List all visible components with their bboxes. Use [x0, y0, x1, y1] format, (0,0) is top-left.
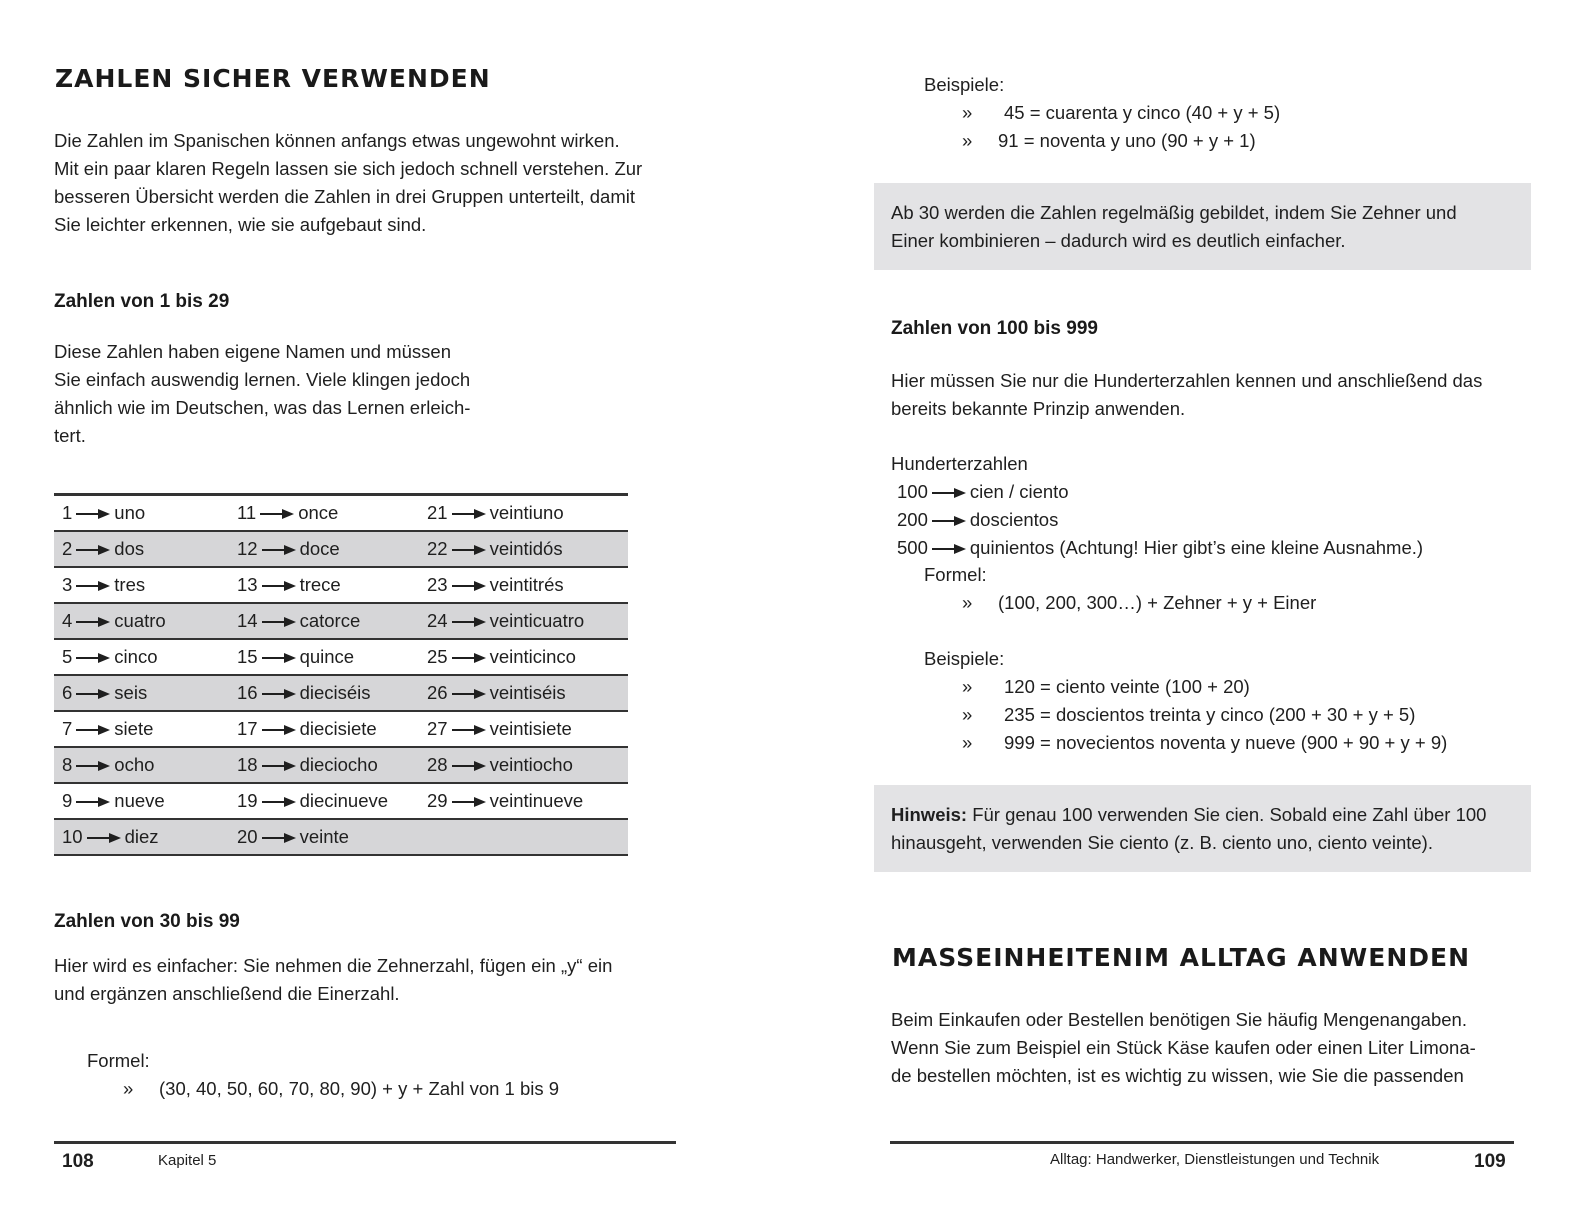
table-cell: [54, 675, 229, 711]
table-cell: [229, 711, 419, 747]
arrow-right-icon: [262, 652, 296, 664]
number-word: quince: [299, 645, 355, 667]
number-digit: 5: [62, 645, 73, 667]
number-word: diecisiete: [299, 717, 377, 739]
number-word: dos: [114, 537, 145, 559]
number-digit: 19: [237, 789, 258, 811]
arrow-right-icon: [76, 724, 110, 736]
table-cell: [229, 567, 419, 603]
table-cell: [229, 639, 419, 675]
number-word: trece: [299, 573, 341, 595]
number-word: veintiséis: [489, 681, 566, 703]
example-text: 45 = cuarenta y cinco (40 + y + 5): [1004, 102, 1281, 123]
table-cell: [54, 711, 229, 747]
number-word: cinco: [114, 645, 158, 667]
hundred-word: doscientos: [969, 509, 1059, 530]
table-cell: [419, 567, 628, 603]
table-cell: [54, 747, 229, 783]
formula-text: (30, 40, 50, 60, 70, 80, 90) + y + Zahl von 1 bis 9: [159, 1078, 560, 1099]
arrow-right-icon: [452, 544, 486, 556]
table-row: [54, 675, 628, 711]
example-item: [962, 701, 1415, 729]
number-word: once: [298, 501, 339, 523]
formula-label: Formel:: [924, 564, 987, 585]
right-page: [792, 0, 1584, 1224]
formula-item: [123, 1075, 559, 1103]
number-word: cuatro: [114, 609, 166, 631]
examples-label: Beispiele:: [924, 74, 1005, 95]
info-line: Einer kombinieren – dadurch wird es deutlich einfacher.: [891, 230, 1346, 251]
paragraph-line: tert.: [54, 425, 86, 446]
list-item: [897, 534, 1423, 562]
hundreds-list: [897, 478, 1423, 562]
number-digit: 7: [62, 717, 73, 739]
table-cell: [419, 819, 628, 855]
number-word: veintisiete: [489, 717, 572, 739]
arrow-right-icon: [76, 616, 110, 628]
number-digit: 24: [427, 609, 448, 631]
hint-line: [891, 801, 1515, 829]
arrow-right-icon: [262, 688, 296, 700]
example-text: 999 = novecientos noventa y nueve (900 + 90 + y + 9): [1004, 732, 1448, 753]
number-word: veintinueve: [489, 789, 584, 811]
arrow-right-icon: [260, 508, 294, 520]
number-digit: 9: [62, 789, 73, 811]
paragraph-line: und ergänzen anschließend die Einerzahl.: [54, 983, 400, 1004]
table-cell: [419, 783, 628, 819]
hundred-digit: 500: [897, 537, 928, 558]
paragraph-line: Diese Zahlen haben eigene Namen und müssen: [54, 341, 451, 362]
page-number-left: 108: [62, 1151, 94, 1172]
number-digit: 27: [427, 717, 448, 739]
arrow-right-icon: [76, 508, 110, 520]
intro-line: besseren Übersicht werden die Zahlen in drei Gruppen unterteilt, damit: [54, 186, 636, 207]
table-cell: [229, 495, 419, 531]
chapter-label: Kapitel 5: [158, 1152, 217, 1169]
footer-rule: [890, 1141, 1514, 1144]
arrow-right-icon: [452, 652, 486, 664]
section-1-29-paragraph: [54, 338, 502, 450]
table-cell: [419, 675, 628, 711]
info-box: [874, 183, 1531, 270]
info-line: Ab 30 werden die Zahlen regelmäßig gebildet, indem Sie Zehner und: [891, 202, 1457, 223]
number-digit: 10: [62, 825, 83, 847]
table-cell: [419, 639, 628, 675]
intro-line: Sie leichter erkennen, wie sie aufgebaut sind.: [54, 214, 427, 235]
outro-paragraph: [891, 1006, 1515, 1090]
example-item: [962, 673, 1250, 701]
number-digit: 23: [427, 573, 448, 595]
arrow-right-icon: [87, 832, 121, 844]
number-digit: 4: [62, 609, 73, 631]
arrow-right-icon: [932, 487, 966, 499]
arrow-right-icon: [262, 580, 296, 592]
table-row: [54, 783, 628, 819]
formula-item: [962, 589, 1316, 617]
arrow-right-icon: [262, 724, 296, 736]
arrow-right-icon: [932, 515, 966, 527]
arrow-right-icon: [76, 760, 110, 772]
running-head: Alltag: Handwerker, Dienstleistungen und Technik: [1050, 1151, 1380, 1168]
number-word: doce: [299, 537, 340, 559]
number-digit: 2: [62, 537, 73, 559]
number-digit: 28: [427, 753, 448, 775]
arrow-right-icon: [76, 544, 110, 556]
section-heading-1-29: Zahlen von 1 bis 29: [54, 291, 230, 312]
example-text: 91 = noventa y uno (90 + y + 1): [998, 130, 1256, 151]
number-word: catorce: [299, 609, 361, 631]
number-digit: 29: [427, 789, 448, 811]
page-title-units: MASSEINHEITENIM ALLTAG ANWENDEN: [892, 943, 1471, 972]
hundred-word: cien / ciento: [969, 481, 1069, 502]
paragraph-line: ähnlich wie im Deutschen, was das Lernen erleich-: [54, 397, 471, 418]
arrow-right-icon: [76, 652, 110, 664]
example-text: 235 = doscientos treinta y cinco (200 + 30 + y + 5): [1004, 704, 1416, 725]
bullet: »: [962, 732, 973, 753]
arrow-right-icon: [76, 796, 110, 808]
formula-text: (100, 200, 300…) + Zehner + y + Einer: [998, 592, 1317, 613]
table-row: [54, 819, 628, 855]
table-cell: [419, 495, 628, 531]
number-digit: 25: [427, 645, 448, 667]
paragraph-line: Hier müssen Sie nur die Hunderterzahlen kennen und anschließend das: [891, 370, 1483, 391]
number-word: dieciséis: [299, 681, 371, 703]
intro-line: Mit ein paar klaren Regeln lassen sie sich jedoch schnell verstehen. Zur: [54, 158, 643, 179]
arrow-right-icon: [452, 616, 486, 628]
number-word: veinte: [299, 825, 349, 847]
table-row: [54, 603, 628, 639]
table-cell: [229, 603, 419, 639]
number-digit: 6: [62, 681, 73, 703]
number-digit: 21: [427, 501, 448, 523]
arrow-right-icon: [262, 616, 296, 628]
arrow-right-icon: [262, 544, 296, 556]
bullet: »: [962, 592, 973, 613]
number-word: veintitrés: [489, 573, 564, 595]
arrow-right-icon: [452, 508, 486, 520]
arrow-right-icon: [452, 580, 486, 592]
example-item: [962, 127, 1256, 155]
number-word: dieciocho: [299, 753, 378, 775]
table-cell: [229, 783, 419, 819]
intro-paragraph: [54, 127, 676, 239]
hint-box: [874, 785, 1531, 872]
hundred-word: quinientos (Achtung! Hier gibt’s eine kleine Ausnahme.): [969, 537, 1424, 558]
bullet: »: [962, 704, 973, 725]
arrow-right-icon: [452, 724, 486, 736]
table-row: [54, 567, 628, 603]
arrow-right-icon: [932, 543, 966, 555]
examples-label: Beispiele:: [924, 648, 1005, 669]
arrow-right-icon: [262, 796, 296, 808]
page-title-numbers: ZAHLEN SICHER VERWENDEN: [55, 64, 491, 93]
number-word: veintiocho: [489, 753, 573, 775]
number-digit: 8: [62, 753, 73, 775]
paragraph-line: bereits bekannte Prinzip anwenden.: [891, 398, 1186, 419]
hundreds-label: Hunderterzahlen: [891, 453, 1028, 474]
outro-line: Beim Einkaufen oder Bestellen benötigen Sie häufig Mengenangaben.: [891, 1009, 1467, 1030]
hint-label: Hinweis:: [891, 804, 968, 825]
number-digit: 1: [62, 501, 73, 523]
hundred-digit: 100: [897, 481, 928, 502]
number-word: seis: [114, 681, 148, 703]
arrow-right-icon: [76, 688, 110, 700]
table-cell: [419, 603, 628, 639]
number-digit: 26: [427, 681, 448, 703]
arrow-right-icon: [452, 796, 486, 808]
table-row: [54, 747, 628, 783]
number-word: ocho: [114, 753, 155, 775]
table-cell: [54, 603, 229, 639]
section-100-999-paragraph: [891, 367, 1515, 423]
number-digit: 3: [62, 573, 73, 595]
number-digit: 14: [237, 609, 258, 631]
table-cell: [54, 639, 229, 675]
table-row: [54, 639, 628, 675]
outro-line: de bestellen möchten, ist es wichtig zu wissen, wie Sie die passenden: [891, 1065, 1464, 1086]
number-word: veintiuno: [489, 501, 564, 523]
number-word: veintidós: [489, 537, 563, 559]
section-30-99-paragraph: [54, 952, 676, 1008]
table-cell: [229, 819, 419, 855]
table-row: [54, 711, 628, 747]
arrow-right-icon: [452, 760, 486, 772]
table-cell: [419, 747, 628, 783]
arrow-right-icon: [452, 688, 486, 700]
arrow-right-icon: [76, 580, 110, 592]
table-cell: [54, 531, 229, 567]
number-digit: 16: [237, 681, 258, 703]
bullet: »: [123, 1078, 134, 1099]
number-digit: 12: [237, 537, 258, 559]
list-item: [897, 478, 1423, 506]
table-cell: [54, 819, 229, 855]
hundred-digit: 200: [897, 509, 928, 530]
number-digit: 22: [427, 537, 448, 559]
numbers-table: [54, 493, 628, 856]
hint-line: hinausgeht, verwenden Sie ciento (z. B. ciento uno, ciento veinte).: [891, 832, 1433, 853]
table-cell: [54, 495, 229, 531]
page-number-right: 109: [1474, 1151, 1506, 1172]
number-word: nueve: [114, 789, 165, 811]
formula-label: Formel:: [87, 1050, 150, 1071]
number-digit: 17: [237, 717, 258, 739]
bullet: »: [962, 130, 973, 151]
outro-line: Wenn Sie zum Beispiel ein Stück Käse kaufen oder einen Liter Limona-: [891, 1037, 1476, 1058]
number-word: veinticinco: [489, 645, 576, 667]
number-word: tres: [114, 573, 146, 595]
example-text: 120 = ciento veinte (100 + 20): [1004, 676, 1250, 697]
number-word: uno: [114, 501, 146, 523]
number-word: veinticuatro: [489, 609, 585, 631]
bullet: »: [962, 102, 973, 123]
number-digit: 18: [237, 753, 258, 775]
paragraph-line: Hier wird es einfacher: Sie nehmen die Zehnerzahl, fügen ein „y“ ein: [54, 955, 613, 976]
paragraph-line: Sie einfach auswendig lernen. Viele klingen jedoch: [54, 369, 471, 390]
number-digit: 15: [237, 645, 258, 667]
number-digit: 13: [237, 573, 258, 595]
table-cell: [229, 675, 419, 711]
section-heading-100-999: Zahlen von 100 bis 999: [891, 318, 1098, 339]
number-word: diez: [124, 825, 159, 847]
number-digit: 11: [237, 501, 257, 523]
table-cell: [229, 747, 419, 783]
table-cell: [419, 531, 628, 567]
example-item: [962, 99, 1280, 127]
section-heading-30-99: Zahlen von 30 bis 99: [54, 911, 240, 932]
number-word: diecinueve: [299, 789, 389, 811]
intro-line: Die Zahlen im Spanischen können anfangs etwas ungewohnt wirken.: [54, 130, 620, 151]
table-cell: [54, 567, 229, 603]
number-word: siete: [114, 717, 154, 739]
table-cell: [419, 711, 628, 747]
table-row: [54, 495, 628, 531]
table-cell: [54, 783, 229, 819]
table-row: [54, 531, 628, 567]
bullet: »: [962, 676, 973, 697]
hint-text: Für genau 100 verwenden Sie cien. Sobald eine Zahl über 100: [967, 804, 1487, 825]
footer-rule: [54, 1141, 676, 1144]
table-cell: [229, 531, 419, 567]
number-digit: 20: [237, 825, 258, 847]
arrow-right-icon: [262, 832, 296, 844]
example-item: [962, 729, 1447, 757]
list-item: [897, 506, 1423, 534]
arrow-right-icon: [262, 760, 296, 772]
